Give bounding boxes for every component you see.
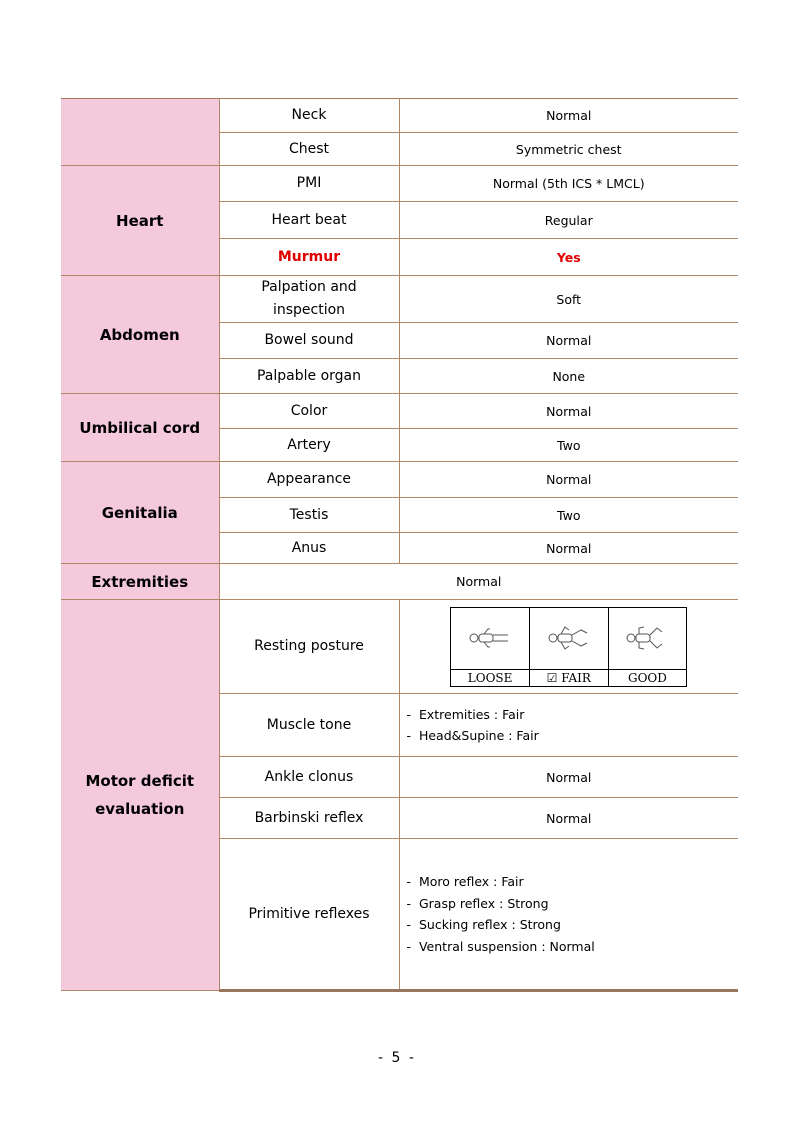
posture-label-fair (530, 669, 608, 686)
value-artery: Two (399, 429, 738, 462)
item-palpation-line1: Palpation and (261, 279, 357, 295)
item-ankle-clonus: Ankle clonus (219, 757, 399, 798)
item-resting-posture: Resting posture (219, 600, 399, 694)
posture-option-fair (530, 608, 609, 686)
value-primitive-reflexes (399, 839, 738, 991)
list-item: - Extremities : Fair (407, 704, 739, 726)
value-bowel-sound: Normal (399, 323, 738, 359)
value-extremities: Normal (219, 564, 738, 600)
item-appearance: Appearance (219, 462, 399, 498)
value-babinski-reflex: Normal (399, 798, 738, 839)
item-bowel-sound: Bowel sound (219, 323, 399, 359)
muscle-tone-list (407, 704, 739, 747)
category-cell-blank (61, 99, 219, 166)
list-item: - Head&Supine : Fair (407, 725, 739, 747)
good-posture-figure (617, 623, 677, 653)
posture-label-good: GOOD (609, 669, 687, 686)
item-neck: Neck (219, 99, 399, 133)
value-appearance: Normal (399, 462, 738, 498)
item-primitive-reflexes: Primitive reflexes (219, 839, 399, 991)
value-chest: Symmetric chest (399, 133, 738, 166)
category-abdomen: Abdomen (61, 276, 219, 394)
item-pmi: PMI (219, 166, 399, 202)
item-babinski-reflex: Barbinski reflex (219, 798, 399, 839)
item-chest: Chest (219, 133, 399, 166)
fair-posture-figure (539, 623, 599, 653)
value-testis: Two (399, 498, 738, 533)
item-murmur: Murmur (219, 239, 399, 276)
posture-diagram (450, 607, 687, 687)
value-resting-posture (399, 600, 738, 694)
list-item: - Grasp reflex : Strong (407, 893, 739, 915)
item-muscle-tone: Muscle tone (219, 694, 399, 757)
item-artery: Artery (219, 429, 399, 462)
category-umbilical-cord: Umbilical cord (61, 394, 219, 462)
category-motor-line1: Motor deficit (85, 772, 195, 790)
value-palpation: Soft (399, 276, 738, 323)
value-palpable-organ: None (399, 359, 738, 394)
value-neck: Normal (399, 99, 738, 133)
list-item: - Moro reflex : Fair (407, 871, 739, 893)
value-murmur: Yes (399, 239, 738, 276)
value-heart-beat: Regular (399, 202, 738, 239)
value-muscle-tone (399, 694, 738, 757)
category-motor-deficit (61, 600, 219, 991)
posture-option-good (609, 608, 687, 686)
value-pmi: Normal (5th ICS * LMCL) (399, 166, 738, 202)
item-palpation-line2: inspection (272, 302, 346, 318)
page-number: - 5 - (378, 1050, 416, 1066)
value-anus: Normal (399, 533, 738, 564)
value-color: Normal (399, 394, 738, 429)
list-item: - Ventral suspension : Normal (407, 936, 739, 958)
item-anus: Anus (219, 533, 399, 564)
posture-label-fair-text: FAIR (561, 670, 591, 685)
loose-posture-figure (460, 623, 520, 653)
category-extremities: Extremities (61, 564, 219, 600)
item-palpation (219, 276, 399, 323)
posture-label-loose: LOOSE (451, 669, 529, 686)
value-ankle-clonus: Normal (399, 757, 738, 798)
item-testis: Testis (219, 498, 399, 533)
physical-exam-table (61, 98, 738, 992)
checkbox-checked-icon: ☑ (546, 670, 558, 685)
item-heart-beat: Heart beat (219, 202, 399, 239)
category-motor-line2: evaluation (95, 800, 185, 818)
posture-option-loose (451, 608, 530, 686)
primitive-reflexes-list (407, 871, 739, 957)
item-palpable-organ: Palpable organ (219, 359, 399, 394)
item-color: Color (219, 394, 399, 429)
category-genitalia: Genitalia (61, 462, 219, 564)
category-heart: Heart (61, 166, 219, 276)
list-item: - Sucking reflex : Strong (407, 914, 739, 936)
